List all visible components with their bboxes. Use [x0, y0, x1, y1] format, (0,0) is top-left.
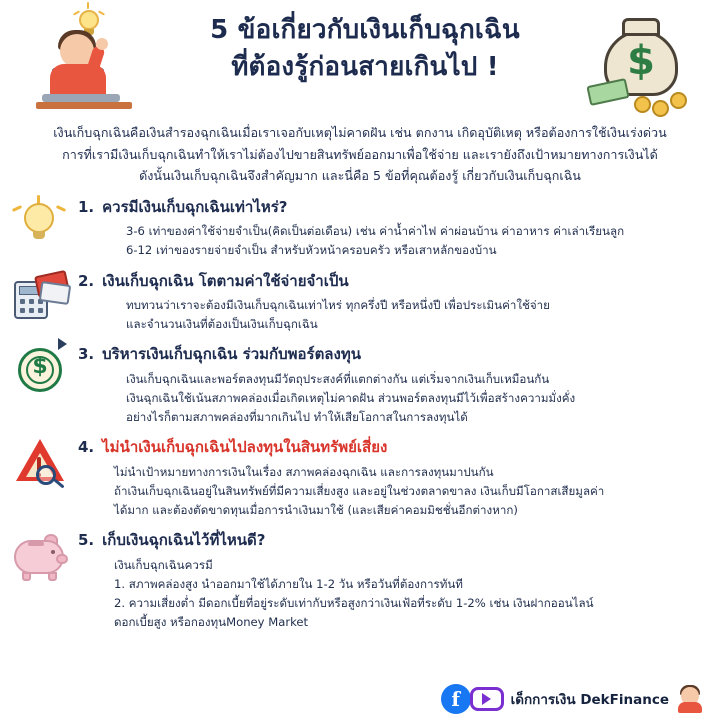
section-3-heading	[78, 344, 720, 364]
section-1-line-2: 6-12 เท่าของรายจ่ายจำเป็น สำหรับหัวหน้าครอบครัว หรือเสาหลักของบ้าน	[126, 243, 497, 258]
intro-paragraph	[14, 122, 706, 187]
section-2-line-1: ทบทวนว่าเราจะต้องมีเงินเก็บฉุกเฉินเท่าไหร่ ทุกครึ่งปี หรือหนึ่งปี เพื่อประเมินค่าใช้จ่าย	[126, 297, 550, 312]
brand-name: เด็กการเงิน DekFinance	[510, 692, 669, 708]
section-3-line-2: เงินฉุกเฉินใช้เน้นสภาพคล่องเมื่อเกิดเหตุไม่คาดฝัน ส่วนพอร์ตลงทุนมีไว้เพื่อสร้างความมั่งคั่ง	[126, 390, 576, 405]
person-laptop-illustration	[30, 6, 148, 114]
section-3-number: 3.	[78, 345, 95, 364]
sections-list	[0, 197, 720, 633]
section-1-title: ควรมีเงินเก็บฉุกเฉินเท่าไหร่?	[102, 197, 288, 216]
section-1	[0, 197, 720, 261]
intro-line-2: การที่เรามีเงินเก็บฉุกเฉินทำให้เราไม่ต้องไปขายสินทรัพย์ออกมาเพื่อใช้จ่าย และเรายังถึงเป้าหมายทางการเงินได้	[62, 146, 658, 162]
section-2	[0, 271, 720, 335]
youtube-icon[interactable]	[470, 687, 504, 711]
money-bag-icon	[582, 8, 702, 116]
section-2-line-2: และจำนวนเงินที่ต้องเป็นเงินเก็บฉุกเฉิน	[126, 317, 318, 332]
section-5-line-2: 1. สภาพคล่องสูง นำออกมาใช้ได้ภายใน 1-2 วัน หรือวันที่ต้องการทันที	[114, 576, 463, 591]
title-line-1: 5 ข้อเกี่ยวกับเงินเก็บฉุกเฉิน	[210, 15, 520, 45]
section-3-line-1: เงินเก็บฉุกเฉินและพอร์ตลงทุนมีวัตถุประสงค์ที่แตกต่างกัน แต่เริ่มจากเงินเก็บเหมือนกัน	[126, 371, 550, 386]
facebook-icon[interactable]: f	[441, 684, 471, 714]
page-title	[150, 12, 580, 86]
section-4-heading	[78, 437, 720, 457]
section-5-line-4: ดอกเบี้ยสูง หรือกองทุนMoney Market	[114, 615, 309, 630]
warning-magnifier-icon	[10, 435, 72, 493]
section-4-line-2: ถ้าเงินเก็บฉุกเฉินอยู่ในสินทรัพย์ที่มีความเสี่ยงสูง และอยู่ในช่วงตลาดขาลง เงินเก็บมีโอกาสเสียมูลค่า	[114, 483, 605, 498]
section-4-number: 4.	[78, 438, 95, 457]
section-1-body	[78, 222, 720, 260]
section-1-line-1: 3-6 เท่าของค่าใช้จ่ายจำเป็น(คิดเป็นต่อเดือน) เช่น ค่าน้ำค่าไฟ ค่าผ่อนบ้าน ค่าอาหาร ค่าเล่าเรียนลูก	[126, 224, 625, 239]
section-4	[0, 437, 720, 520]
lightbulb-icon	[10, 195, 72, 253]
section-5	[0, 530, 720, 632]
intro-line-1: เงินเก็บฉุกเฉินคือเงินสำรองฉุกเฉินเมื่อเราเจอกับเหตุไม่คาดฝัน เช่น ตกงาน เกิดอุบัติเหตุ หรือต้องการใช้เงินเร่งด่วน	[53, 125, 667, 140]
section-1-heading	[78, 197, 720, 217]
header	[0, 0, 720, 118]
section-4-line-1: ไม่นำเป้าหมายทางการเงินในเรื่อง สภาพคล่องฉุกเฉิน และการลงทุนมาปนกัน	[114, 464, 494, 479]
section-2-body	[78, 296, 720, 334]
section-5-number: 5.	[78, 531, 95, 550]
section-3-title: บริหารเงินเก็บฉุกเฉิน ร่วมกับพอร์ตลงทุน	[102, 345, 361, 364]
calculator-card-icon	[10, 269, 72, 327]
dollar-symbol: $	[627, 38, 655, 84]
footer	[0, 684, 720, 714]
section-3	[0, 344, 720, 427]
section-4-title: ไม่นำเงินเก็บฉุกเฉินไปลงทุนในสินทรัพย์เสี่ยง	[102, 438, 388, 457]
section-5-title: เก็บเงินฉุกเฉินไว้ที่ไหนดี?	[102, 531, 266, 550]
section-3-line-3: อย่างไรก็ตามสภาพคล่องที่มากเกินไป ทำให้เสียโอกาสในการลงทุนได้	[126, 410, 468, 425]
piggy-bank-icon	[10, 528, 72, 586]
section-2-heading	[78, 271, 720, 291]
mascot-avatar	[676, 685, 704, 713]
section-5-body	[78, 556, 720, 633]
title-line-2: ที่ต้องรู้ก่อนสายเกินไป !	[231, 51, 499, 82]
section-5-line-3: 2. ความเสี่ยงต่ำ มีดอกเบี้ยที่อยู่ระดับเท่ากับหรือสูงกว่าเงินเฟ้อที่ระดับ 1-2% เช่น เงินฝากออนไลน์	[114, 596, 594, 611]
section-5-line-1: เงินเก็บฉุกเฉินควรมี	[114, 557, 213, 572]
section-2-title: เงินเก็บฉุกเฉิน โตตามค่าใช้จ่ายจำเป็น	[102, 271, 349, 290]
section-4-body	[78, 463, 720, 521]
section-5-heading	[78, 530, 720, 550]
section-1-number: 1.	[78, 197, 95, 216]
section-2-number: 2.	[78, 271, 95, 290]
section-4-line-3: ได้มาก และต้องตัดขาดทุนเมื่อการนำเงินมาใช้ (และเสียค่าคอมมิชชั่นอีกต่างหาก)	[114, 503, 518, 518]
intro-line-3: ดังนั้นเงินเก็บฉุกเฉินจึงสำคัญมาก และนี่คือ 5 ข้อที่คุณต้องรู้ เกี่ยวกับเงินเก็บฉุกเฉิน	[139, 168, 581, 184]
section-3-body	[78, 370, 720, 428]
coin-icon: $	[10, 342, 72, 400]
